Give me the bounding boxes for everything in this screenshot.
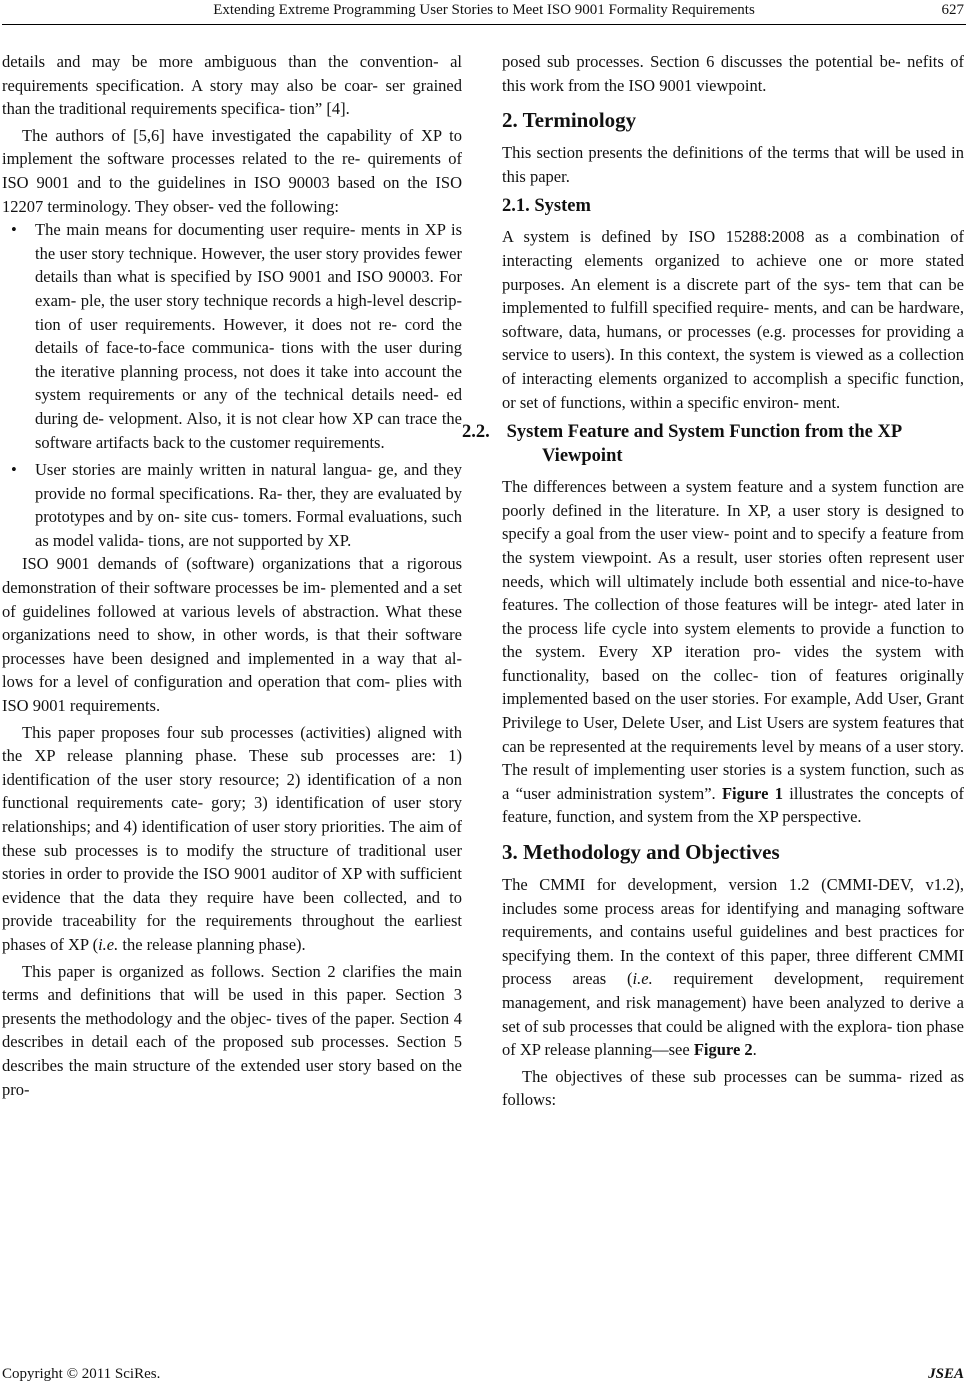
bullet-icon: •: [11, 220, 17, 240]
header-rule: [2, 24, 966, 25]
copyright-notice: Copyright © 2011 SciRes.: [2, 1366, 161, 1382]
subsection-heading: 2.2. System Feature and System Function from the XP Viewpoint: [462, 422, 902, 467]
bullet-list: [2, 218, 462, 552]
paragraph: This section presents the definitions of the terms that will be used in this paper.: [502, 143, 964, 186]
bullet-icon: •: [11, 460, 17, 480]
right-column: [462, 50, 964, 1112]
figure-reference: Figure 1: [721, 783, 783, 803]
paragraph-text: .: [752, 1040, 757, 1060]
paragraph-text: the release planning phase).: [118, 934, 306, 954]
journal-abbreviation: JSEA: [928, 1366, 964, 1382]
page-number: 627: [941, 2, 964, 18]
section-heading: 2. Terminology: [502, 108, 637, 133]
paragraph-text: The differences between a system feature and a system function are poorly defined in the literature. In XP, a user story is designed to specify a goal from the user view- point and to specify a feature from the system viewpoint. As a result, user stories often represent user needs, which will ultimately include both essential and nice-to-have features. The collection of those features will be integr- ated later in the process life cycle into system elements to provide a function to the system. Every XP iteration pro- vides the system with functionality, based on the collec- tion of features originally implemented based on the user stories. For example, Add User, Grant Privilege to User, Delete User, and List Users are system features that can be represented at the requirements level by means of a user story. The result of implementing user stories is a system function, such as a “user administration system”.: [502, 477, 964, 803]
page-footer: [2, 1366, 966, 1386]
paragraph-text: illustrates the concepts of feature, function, and system from the XP perspective.: [502, 783, 964, 827]
list-item: [2, 218, 462, 454]
paragraph: A system is defined by ISO 15288:2008 as a combination of interacting elements organized to achieve one or more stated purposes. An element is a discrete part of the sys- tem that can be implemented to fulfill specified require- ments, and can be hardware, software, data, humans, or processes (e.g. processes for providing a service to users). In this context, the system is viewed as a collection of interacting elements organized to accomplish a specific function, or set of functions, within a specific environ- ment.: [502, 227, 964, 412]
figure-reference: Figure 2: [693, 1040, 753, 1060]
italic-text: i.e.: [98, 934, 119, 954]
paragraph: This paper is organized as follows. Section 2 clarifies the main terms and definitions that will be used in this paper. Section 3 presents the methodology and the objec- tives of the paper. Section 4 describes in detail each of the proposed sub processes. Section 5 describes the main structure of the extended user story based on the pro-: [2, 961, 462, 1099]
paragraph: [502, 873, 964, 1062]
list-item-text: The main means for documenting user require- ments in XP is the user story technique. However, the user story provides fewer details than what is specified by ISO 9001 and ISO 90003. For exam- ple, the user story technique records a high-level descrip- tion of user requirements. However, it does not re- cord the details of face-to-face communica- tions with the user during the iterative planning process, not does it take into account the system requirements or any of the technical details need- ed during de- velopment. Also, it is not clear how XP can trace the software artifacts back to the customer requirements.: [35, 220, 462, 452]
heading-text: System Feature and System Function from the XP Viewpoint: [506, 422, 902, 467]
paragraph: posed sub processes. Section 6 discusses the potential be- nefits of this work from the ISO 9001 viewpoint.: [502, 52, 964, 95]
list-item: [2, 458, 462, 552]
section-heading: 3. Methodology and Objectives: [502, 840, 780, 865]
paragraph-text: The CMMI for development, version 1.2 (CMMI-DEV, v1.2), includes some process areas for identifying and managing software requirements, and contains useful guidelines and best practices for specifying them. In the context of this paper, three different CMMI process areas (: [502, 875, 964, 989]
paragraph-text: requirement development, requirement management, and risk management) have been analyzed to derive a set of sub processes that could be aligned with the explora- tion phase of XP release planning—see: [502, 969, 964, 1060]
paragraph: ISO 9001 demands of (software) organizations that a rigorous demonstration of their software processes be im- plemented and a set of guidelines followed at various levels of abstraction. What these organizations need to show, in other words, is that their software processes have been designed and implemented in a way that al- lows for a level of configuration and operation that com- plies with ISO 9001 requirements.: [2, 554, 462, 716]
list-item-text: User stories are mainly written in natural langua- ge, and they provide no formal specifications. Ra- ther, they are evaluated by prototypes and by on- site cus- tomers. Formal evaluations, such as model valida- tions, are not supported by XP.: [35, 460, 462, 550]
left-column: [2, 50, 462, 1101]
paragraph-text: This paper proposes four sub processes (activities) aligned with the XP release planning phase. These sub processes are: 1) identification of the user story resource; 2) identification of a non functional requirements cate- gory; 3) identification of user story relationships; and 4) identification of user story priorities. The aim of these sub processes is to modify the structure of traditional user stories in order to provide the ISO 9001 auditor of XP with sufficient evidence that the data they require have been collected, and to provide traceability for the requirements throughout the earliest phases of XP (: [2, 722, 462, 954]
paragraph: [502, 475, 964, 829]
running-title: Extending Extreme Programming User Stories to Meet ISO 9001 Formality Requirements: [213, 2, 755, 18]
subsection-heading: 2.1. System: [502, 196, 591, 217]
paragraph: [2, 721, 462, 957]
paragraph: The objectives of these sub processes can be summa- rized as follows:: [502, 1066, 964, 1110]
running-header: [0, 0, 968, 26]
paragraph: The authors of [5,6] have investigated the capability of XP to implement the software processes related to the re- quirements of ISO 9001 and to the guidelines in ISO 90003 based on the ISO 12207 terminology. They obser- ved the following:: [2, 125, 462, 216]
italic-text: i.e.: [632, 969, 653, 989]
paragraph: details and may be more ambiguous than the convention- al requirements specification. A story may also be coar- ser grained than the traditional requirements specifica- tion” [4].: [2, 52, 462, 119]
